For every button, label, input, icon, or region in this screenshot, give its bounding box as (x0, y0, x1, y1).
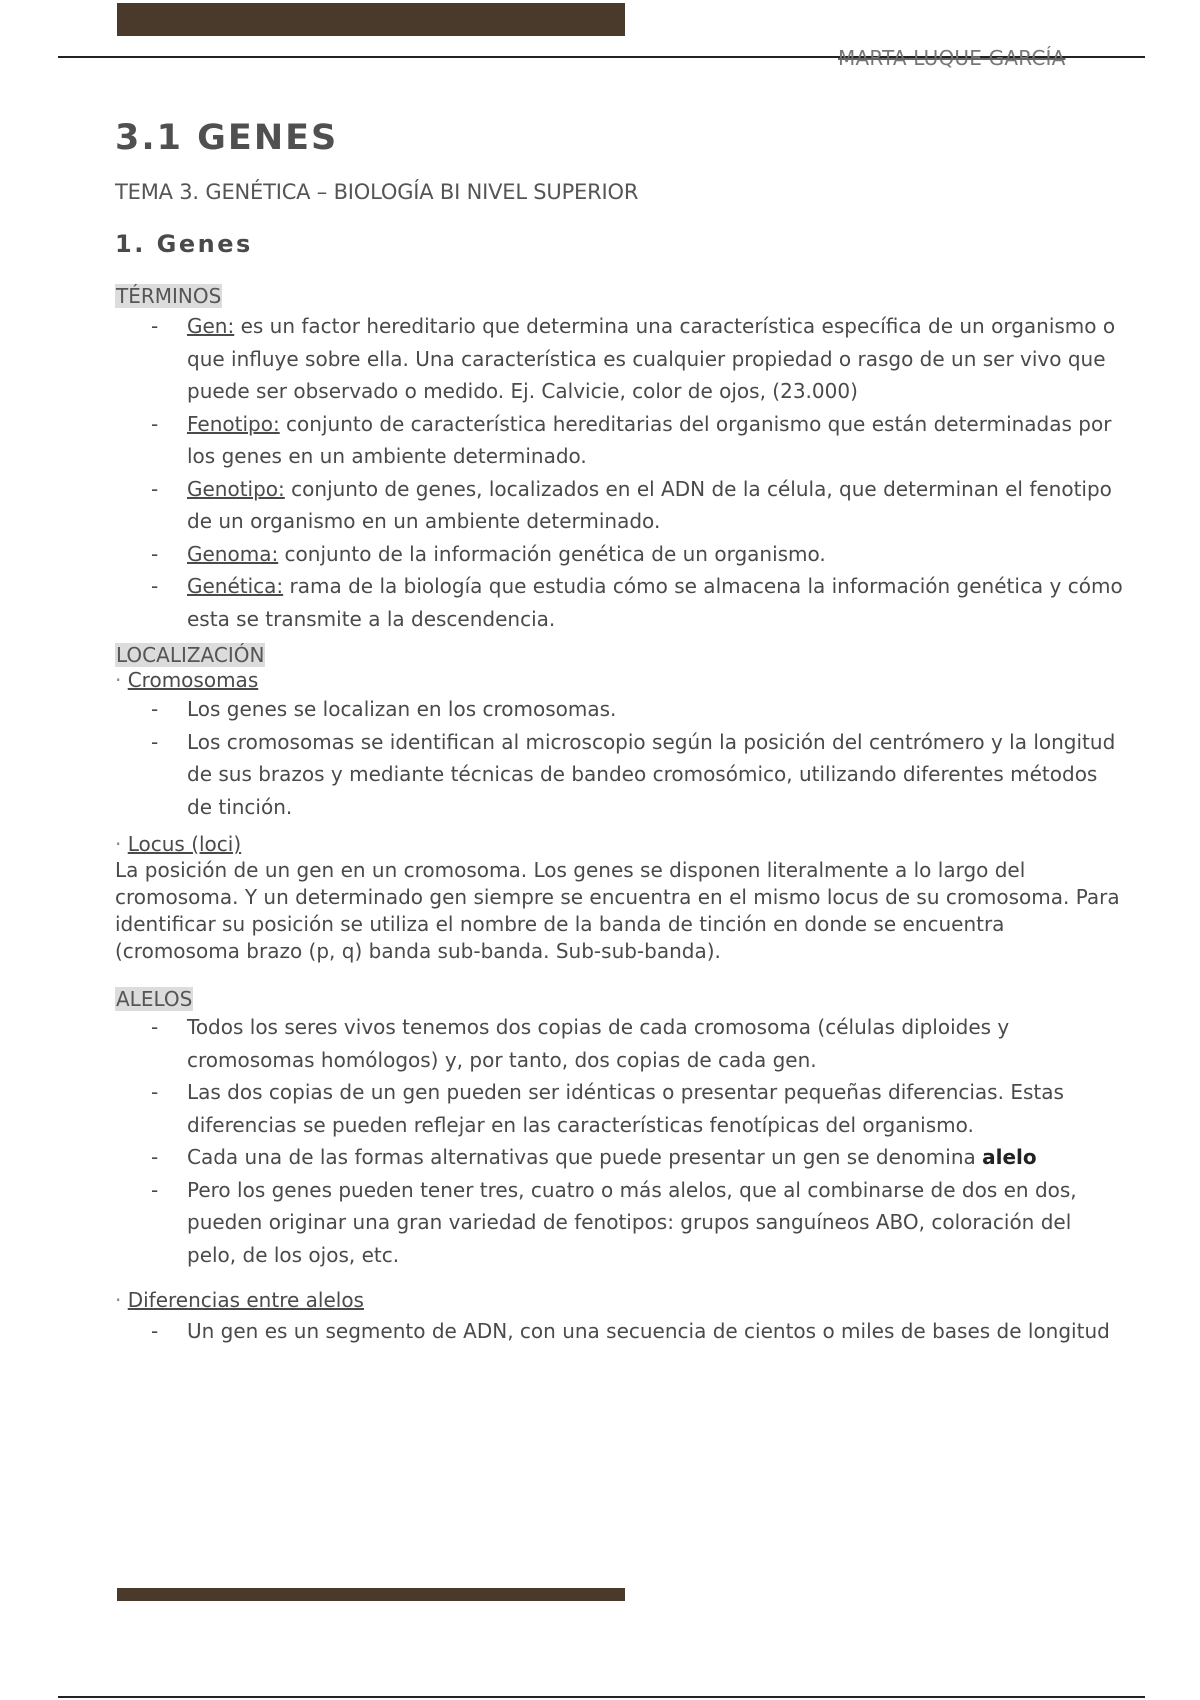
page-subtitle: TEMA 3. GENÉTICA – BIOLOGÍA BI NIVEL SUPERIOR (115, 180, 639, 204)
footer-rule (58, 1696, 1145, 1698)
page-title: 3.1 GENES (115, 118, 339, 158)
cromosomas-label: Cromosomas (127, 668, 259, 692)
term-label: Genotipo: (187, 476, 285, 501)
cromosomas-subheading (115, 667, 1125, 693)
terminos-list (115, 310, 1125, 635)
list-item: - Un gen es un segmento de ADN, con una secuencia de cientos o miles de bases de longitud (187, 1315, 1125, 1348)
localizacion-label: LOCALIZACIÓN (116, 643, 265, 667)
locus-subheading (115, 831, 1125, 857)
bullet-dot: · (115, 832, 122, 856)
header-decorative-bar (117, 3, 625, 36)
list-item (187, 310, 1125, 408)
list-item: - Los cromosomas se identifican al microscopio según la posición del centrómero y la longitud de sus brazos y mediante técnicas de bandeo cromosómico, utilizando diferentes métodos de tinción. (187, 726, 1125, 824)
footer-decorative-bar (117, 1588, 625, 1601)
bullet-dot: · (115, 668, 122, 692)
term-definition: rama de la biología que estudia cómo se almacena la información genética y cómo esta se transmite a la descendencia. (187, 574, 1123, 631)
list-item (187, 1141, 1125, 1174)
list-item: - Las dos copias de un gen pueden ser idénticas o presentar pequeñas diferencias. Estas diferencias se pueden reflejar en las características fenotípicas del organismo. (187, 1076, 1125, 1141)
list-item: - Pero los genes pueden tener tres, cuatro o más alelos, que al combinarse de dos en dos, pueden originar una gran variedad de fenotipos: grupos sanguíneos ABO, coloración del pelo, de los ojos, etc. (187, 1174, 1125, 1272)
alelos-label: ALELOS (116, 987, 193, 1011)
locus-paragraph: La posición de un gen en un cromosoma. Los genes se disponen literalmente a lo largo del cromosoma. Y un determinado gen siempre se encuentra en el mismo locus de su cromosoma. Para identificar su posición se utiliza el nombre de la banda de tinción en donde se encuentra (cromosoma brazo (p, q) banda sub-banda. Sub-sub-banda). (115, 858, 1120, 963)
author-name: MARTA LUQUE GARCÍA (838, 46, 1066, 70)
term-label: Genoma: (187, 541, 279, 566)
document-body (115, 118, 1125, 1348)
bullet-dot: · (115, 1288, 122, 1312)
term-definition: es un factor hereditario que determina una característica específica de un organismo o que influye sobre ella. Una característica es cualquier propiedad o rasgo de un ser vivo que puede ser observado o medido. Ej. Calvicie, color de ojos, (23.000) (187, 314, 1116, 403)
term-label: Gen: (187, 314, 235, 338)
diferencias-subheading (115, 1287, 1125, 1313)
list-item: - Todos los seres vivos tenemos dos copias de cada cromosoma (células diploides y cromosomas homólogos) y, por tanto, dos copias de cada gen. (187, 1011, 1125, 1076)
item-text: Cada una de las formas alternativas que puede presentar un gen se denomina (187, 1145, 983, 1169)
locus-label: Locus (loci) (127, 832, 242, 856)
term-definition: conjunto de característica hereditarias del organismo que están determinadas por los genes en un ambiente determinado. (187, 411, 1112, 468)
diferencias-list (115, 1315, 1125, 1348)
alelos-list (115, 1011, 1125, 1271)
term-definition: conjunto de genes, localizados en el ADN de la célula, que determinan el fenotipo de un organismo en un ambiente determinado. (187, 476, 1112, 533)
term-definition: conjunto de la información genética de un organismo. (278, 541, 826, 566)
term-label: Fenotipo: (187, 411, 280, 436)
cromosomas-list (115, 693, 1125, 823)
list-item: - Los genes se localizan en los cromosomas. (187, 693, 1125, 726)
list-item (187, 473, 1125, 538)
list-item (187, 570, 1125, 635)
terminos-label: TÉRMINOS (116, 284, 222, 308)
list-item (187, 538, 1125, 571)
term-label: Genética: (187, 574, 284, 598)
diferencias-label: Diferencias entre alelos (127, 1288, 364, 1312)
section-heading: 1. Genes (115, 230, 253, 258)
bold-term: alelo (982, 1145, 1037, 1169)
list-item (187, 408, 1125, 473)
